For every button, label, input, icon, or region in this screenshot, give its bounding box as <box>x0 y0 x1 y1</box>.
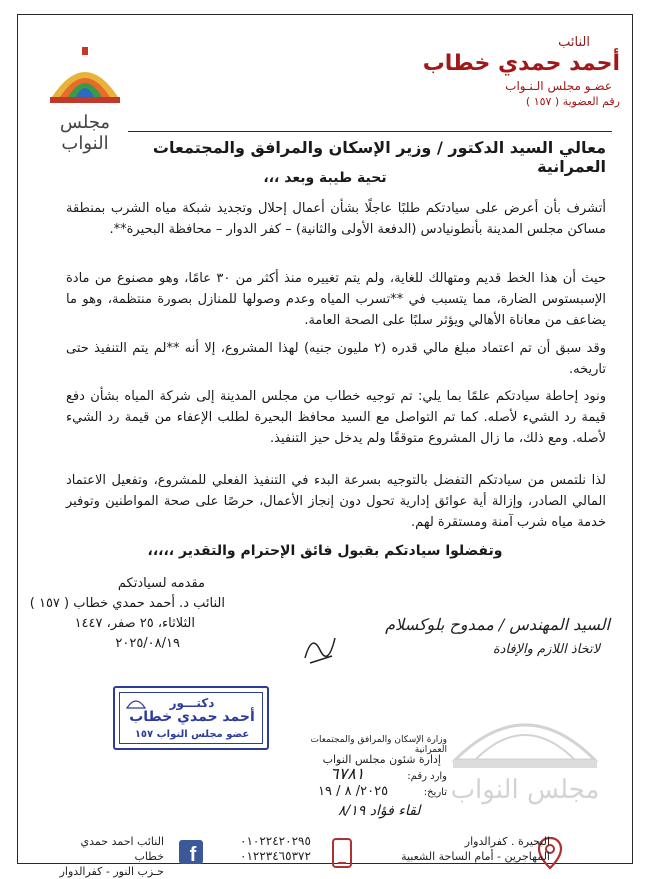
phone-1: ٠١٠٢٢٤٢٠٢٩٥ <box>240 834 311 848</box>
facebook-line-2: حـزب النور - كفرالدوار <box>59 865 164 878</box>
stamp-name: أحمد حمدي خطاب <box>129 709 255 725</box>
sender-header <box>390 36 620 110</box>
paragraph-3: وقد سبق أن تم اعتماد مبلغ مالي قدره (٢ مليون جنيه) لهذا المشروع، إلا أنه **لم يتم التنفيذ حتى تاريخه. <box>66 341 606 377</box>
address-line-1: البحيرة . كفرالدوار <box>464 835 550 848</box>
recipient-line: معالي السيد الدكتور / وزير الإسكان والمرافق والمجتمعات العمرانية <box>152 138 606 176</box>
signature-line-2: النائب د. أحمد حمدي خطاب ( ١٥٧ ) <box>29 596 225 611</box>
facebook-line-1: النائب احمد حمدي خطاب <box>80 835 164 863</box>
stamp-dept: إدارة شئون مجلس النواب <box>322 753 441 766</box>
stamp-member: عضو مجلس النواب ١٥٧ <box>134 729 250 740</box>
membership-number: رقم العضوية ( ١٥٧ ) <box>525 95 620 108</box>
paragraph-2: حيث أن هذا الخط قديم ومتهالك للغاية، ولم يتم تغييره منذ أكثر من ٣٠ عامًا، وهو مصنوع من مادة الإسبستوس الضارة، مما يتسبب في **تسرب المياه وعدم وصولها للمنازل بصورة منتظمة، وهو ما يضاعف من معاناة الأهالي ويؤثر سلبًا على الصحة العامة. <box>66 271 606 328</box>
stamp-date: ٢٠٢٥/ ٨ / ١٩ <box>318 784 389 799</box>
sender-name: أحمد حمدي خطاب <box>422 51 620 76</box>
deputy-label: النائب <box>558 35 590 50</box>
svg-text:f: f <box>189 844 197 864</box>
signature-line-3: الثلاثاء، ٢٥ صفر، ١٤٤٧ <box>74 616 195 631</box>
handwritten-line-1: السيد المهندس / ممدوح بلوكسلام <box>385 615 610 634</box>
phone-2: ٠١٢٢٣٤٦٥٣٧٢ <box>240 849 311 863</box>
incoming-number: ٦٧٨١ <box>330 764 365 783</box>
signature-line-4: ٢٠٢٥/٠٨/١٩ <box>115 636 180 651</box>
facebook-icon <box>179 840 203 864</box>
stamp-inner-border <box>119 692 263 744</box>
watermark-dome-icon <box>445 700 605 810</box>
blue-stamp <box>113 686 269 750</box>
footer-facebook <box>54 834 164 879</box>
signature-block <box>20 574 250 654</box>
paragraph-4: ونود إحاطة سيادتكم علمًا بما يلي: تم توجيه خطاب من مجلس المدينة إلى شركة المياه بشأن دفع قيمة رد الشيء لأصله. كما تم التواصل مع السيد محافظ البحيرة لطلب الإعفاء من قيمة رد الشيء لأصله. ومع ذلك، ما زال المشروع متوقفًا ولم يدخل حيز التنفيذ. <box>66 389 606 446</box>
paragraph-1: أتشرف بأن أعرض على سيادتكم طلبًا عاجلًا بشأن أعمال إحلال وتجديد شبكة مياه الشرب بمنطقة مساكن مجلس المدينة بأنطونيادس (الدفعة الأولى والثانية) – كفر الدوار – محافظة البحيرة**. <box>66 201 606 237</box>
header-divider <box>128 131 612 132</box>
closing-line: وتفضلوا سيادتكم بقبول فائق الإحترام والتقدير ،،،،، <box>147 543 503 559</box>
paragraph-5: لذا نلتمس من سيادتكم التفضل بالتوجيه بسرعة البدء في التنفيذ الفعلي للمشروع، وتفعيل الاعتماد المالي الصادر، وإزالة أية عوائق إدارية تحول دون إنجاز الأعمال، حرصًا على صحة المواطنين وتوفير خدمة مياه شرب آمنة ومستقرة لهم. <box>66 473 606 530</box>
sender-title: عضـو مجلس الـنـواب <box>505 79 612 93</box>
footer-phones <box>240 834 340 864</box>
address-line-2: المهاجرين - أمام الساحة الشعبية <box>401 850 550 863</box>
handwritten-line-2: لاتخاذ اللازم والإفادة <box>492 642 600 657</box>
stamp-incoming-label: وارد رقم: <box>407 771 447 782</box>
handwritten-bottom: لقاء فؤاد ٨/١٩ <box>338 803 421 819</box>
handwritten-signature-icon <box>300 628 340 668</box>
footer-address <box>400 834 550 864</box>
stamp-title: دكتـــور <box>169 696 215 710</box>
svg-text:مجلس النواب: مجلس النواب <box>450 775 600 805</box>
stamp-ministry: وزارة الإسكان والمرافق والمجتمعات العمرانية <box>310 735 447 755</box>
emblem-caption: مجلس النواب <box>59 112 111 154</box>
greeting: تحية طيبة وبعد ،،، <box>263 170 387 186</box>
stamp-date-label: تاريخ: <box>423 787 447 798</box>
signature-line-1: مقدمه لسيادتكم <box>117 576 205 591</box>
